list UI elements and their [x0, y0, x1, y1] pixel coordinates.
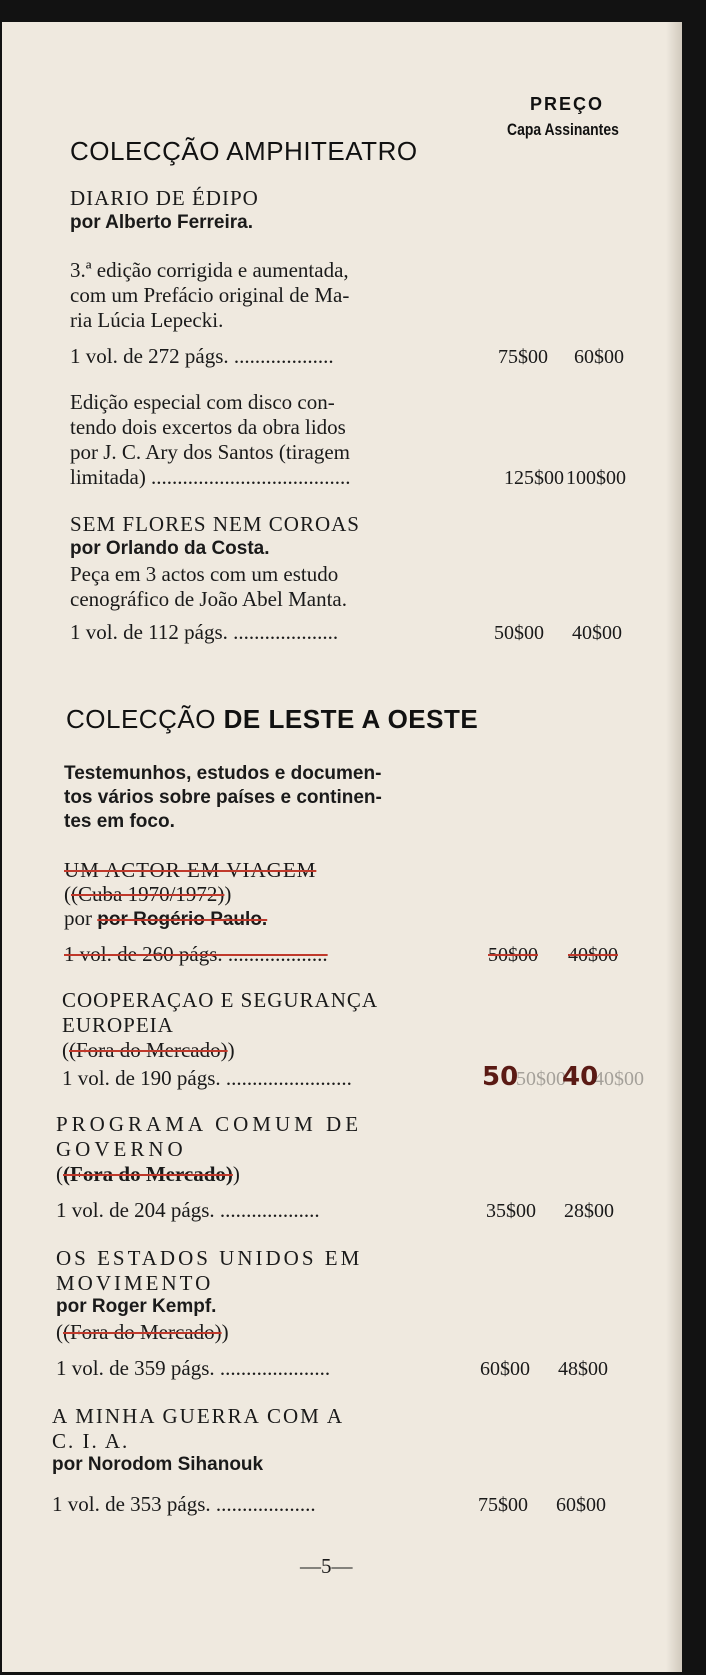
price-assinantes: 28$00 [564, 1200, 614, 1222]
book-author: por Alberto Ferreira. [70, 212, 254, 233]
book-title: COOPERAÇAO E SEGURANÇA EUROPEIA [62, 988, 379, 1037]
price-assinantes: 100$00 [566, 467, 626, 489]
book-status: ((Fora do Mercado)) [56, 1320, 229, 1344]
book-author: por Norodom Sihanouk [52, 1454, 264, 1475]
book-description: 3.ª edição corrigida e aumentada, com um Prefácio original de Ma- ria Lúcia Lepecki. [70, 258, 350, 332]
book-volume: 1 vol. de 260 págs. ................... [64, 942, 328, 966]
book-description: Peça em 3 actos com um estudo cenográfico de João Abel Manta. [70, 562, 347, 611]
section-title-leste-oeste: COLECÇÃO DE LESTE A OESTE [66, 704, 479, 734]
book-title: UM ACTOR EM VIAGEM [64, 858, 317, 882]
book-title: PROGRAMA COMUM DE GOVERNO [56, 1112, 363, 1161]
book-volume: 1 vol. de 359 págs. ..................... [56, 1356, 331, 1380]
price-capa: 75$00 [478, 1494, 528, 1516]
book-title: OS ESTADOS UNIDOS EM MOVIMENTO [56, 1246, 363, 1295]
page-fold [666, 22, 682, 1672]
book-title: A MINHA GUERRA COM A C. I. A. [52, 1404, 345, 1453]
book-status: ((Fora do Mercado)) [56, 1162, 240, 1186]
book-title: DIARIO DE ÉDIPO [70, 186, 259, 210]
book-author: por Roger Kempf. [56, 1296, 217, 1317]
book-status: ((Fora do Mercado)) [62, 1038, 235, 1062]
price-assinantes: 40$00 [594, 1068, 644, 1090]
book-volume: 1 vol. de 204 págs. ................... [56, 1198, 320, 1222]
special-edition-description: Edição especial com disco con- tendo dois excertos da obra lidos por J. C. Ary dos Santos (tiragem limitada) ...................................... [70, 390, 351, 489]
price-capa: 50$00 [488, 944, 538, 966]
price-columns-header: Capa Assinantes [507, 120, 619, 139]
price-assinantes: 40$00 [572, 622, 622, 644]
handwritten-price-assinantes: 40 [562, 1062, 599, 1092]
book-title: SEM FLORES NEM COROAS [70, 512, 360, 536]
price-capa: 75$00 [498, 346, 548, 368]
book-volume: 1 vol. de 353 págs. ................... [52, 1492, 316, 1516]
catalog-page [2, 22, 682, 1672]
price-assinantes: 60$00 [556, 1494, 606, 1516]
book-volume: 1 vol. de 272 págs. ................... [70, 344, 334, 368]
price-capa: 35$00 [486, 1200, 536, 1222]
section-title-amphiteatro: COLECÇÃO AMPHITEATRO [70, 136, 418, 166]
book-volume: 1 vol. de 190 págs. ........................ [62, 1066, 352, 1090]
price-assinantes: 40$00 [568, 944, 618, 966]
price-header: PREÇO [530, 94, 605, 114]
handwritten-price-capa: 50 [482, 1062, 519, 1092]
price-capa: 60$00 [480, 1358, 530, 1380]
price-assinantes: 48$00 [558, 1358, 608, 1380]
price-capa: 50$00 [516, 1068, 566, 1090]
price-capa: 125$00 [504, 467, 564, 489]
price-assinantes: 60$00 [574, 346, 624, 368]
collection-intro: Testemunhos, estudos e documen- tos vários sobre países e continen- tes em foco. [64, 763, 382, 832]
book-subtitle: ((Cuba 1970/1972)) [64, 882, 232, 906]
price-capa: 50$00 [494, 622, 544, 644]
book-author: por por Rogério Paulo. [64, 906, 268, 930]
book-volume: 1 vol. de 112 págs. .................... [70, 620, 339, 644]
page-number: —5— [300, 1554, 353, 1578]
book-author: por Orlando da Costa. [70, 538, 270, 559]
